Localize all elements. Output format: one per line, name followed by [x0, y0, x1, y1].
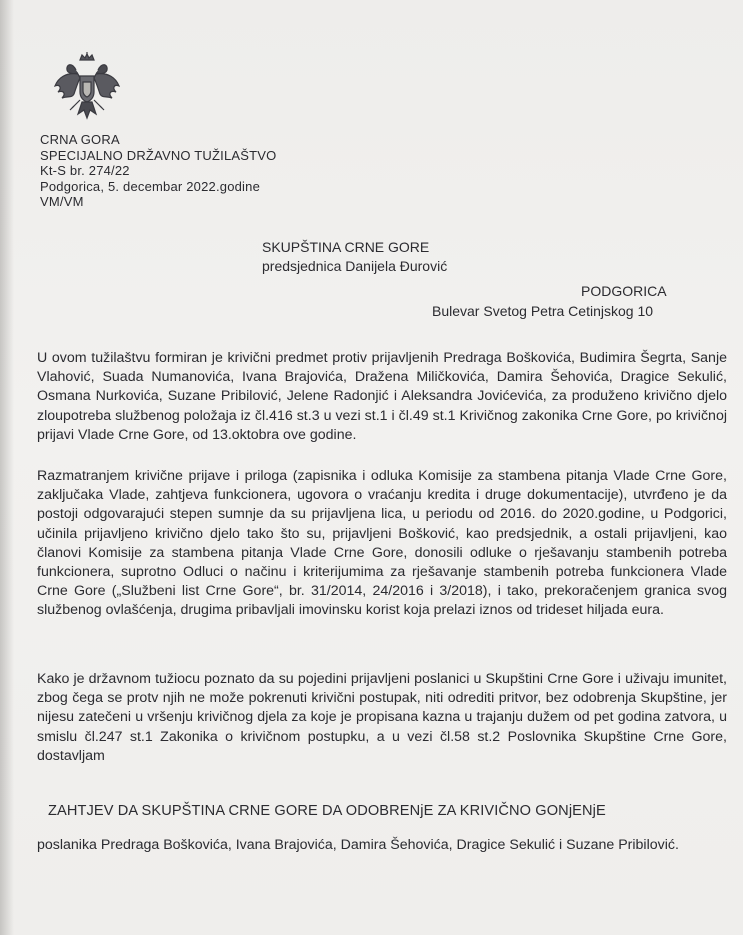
sender-header	[40, 132, 276, 210]
recipient-block	[262, 238, 447, 276]
office-name: SPECIJALNO DRŽAVNO TUŽILAŠTVO	[40, 147, 277, 163]
request-title: ZAHTJEV DA SKUPŠTINA CRNE GORE DA ODOBRENjE ZA KRIVIČNO GONjENjE	[48, 803, 606, 819]
initials: VM/VM	[40, 194, 84, 209]
country-name: CRNA GORA	[40, 132, 120, 147]
place-date: Podgorica, 5. decembar 2022.godine	[40, 178, 261, 194]
paragraph-case-opened: U ovom tužilaštvu formiran je krivični predmet protiv prijavljenih Predraga Boškovića, Budimira Šegrta, Sanje Vlahović, Suada Numanovića, Ivana Brajovića, Dražena Miličkovića, Damira Šehovića, Dragice Sekulić, Osmana Nurkovića, Suzane Pribilović, Jelene Radonjić i Aleksandra Jovićevića, za produženo krivično djelo zloupotreba službenog položaja iz čl.416 st.3 u vezi st.1 i čl.49 st.1 Krivičnog zakonika Crne Gore, po krivičnoj prijavi Vlade Crne Gore, od 13.oktobra ove godine.	[37, 350, 727, 443]
page-shadow	[0, 0, 14, 935]
paragraph-immunity: Kako je državnom tužiocu poznato da su pojedini prijavljeni poslanici u Skupštini Crne Gore i uživaju imunitet, zbog čega se protv njih ne može pokrenuti krivični postupak, niti odrediti pritvor, bez odobrenja Skupštine, jer nijesu zatečeni u vršenju krivičnog djela za koje je propisana kazna u trajanju dužem od pet godina zatvora, u smislu čl.247 st.1 Zakonika o krivičnom postupku, a u vezi čl.58 st.2 Poslovnika Skupštine Crne Gore, dostavljam	[37, 671, 727, 764]
recipient-person: predsjednica Danijela Đurović	[262, 258, 448, 274]
recipient-institution: SKUPŠTINA CRNE GORE	[262, 239, 430, 255]
paragraph-named-deputies: poslanika Predraga Boškovića, Ivana Brajovića, Damira Šehovića, Dragice Sekulić i Suzane Pribilović.	[37, 837, 679, 853]
recipient-city: PODGORICA	[581, 283, 667, 299]
coat-of-arms-icon	[52, 52, 122, 124]
case-number: Kt-S br. 274/22	[40, 163, 130, 178]
paragraph-findings: Razmatranjem krivične prijave i priloga (zapisnika i odluka Komisije za stambena pitanja Vlade Crne Gore, zaključaka Vlade, zahtjeva funkcionera, ugovora o vraćanju kredita i druge dokumentacije), utvrđeno je da postoji odgovarajući stepen sumnje da su prijavljena lica, u periodu od 2016. do 2020.godine, u Podgorici, učinila prijavljeno krivično djelo tako što su, prijavljeni Bošković, kao predsjednik, a ostali prijavljeni, kao članovi Komisije za stambena pitanja Vlade Crne Gore, donosili odluke o rješavanju stambenih potreba funkcionera, suprotno Odluci o načinu i kriterijumima za rješavanje stambenih potreba funkcionera Vlade Crne Gore („Službeni list Crne Gore“, br. 31/2014, 24/2016 i 3/2018), i tako, prekoračenjem granica svog službenog ovlašćenja, drugima pribavljali imovinsku korist koja prelazi iznos od trideset hiljada eura.	[37, 468, 727, 619]
recipient-address: Bulevar Svetog Petra Cetinjskog 10	[432, 303, 654, 319]
